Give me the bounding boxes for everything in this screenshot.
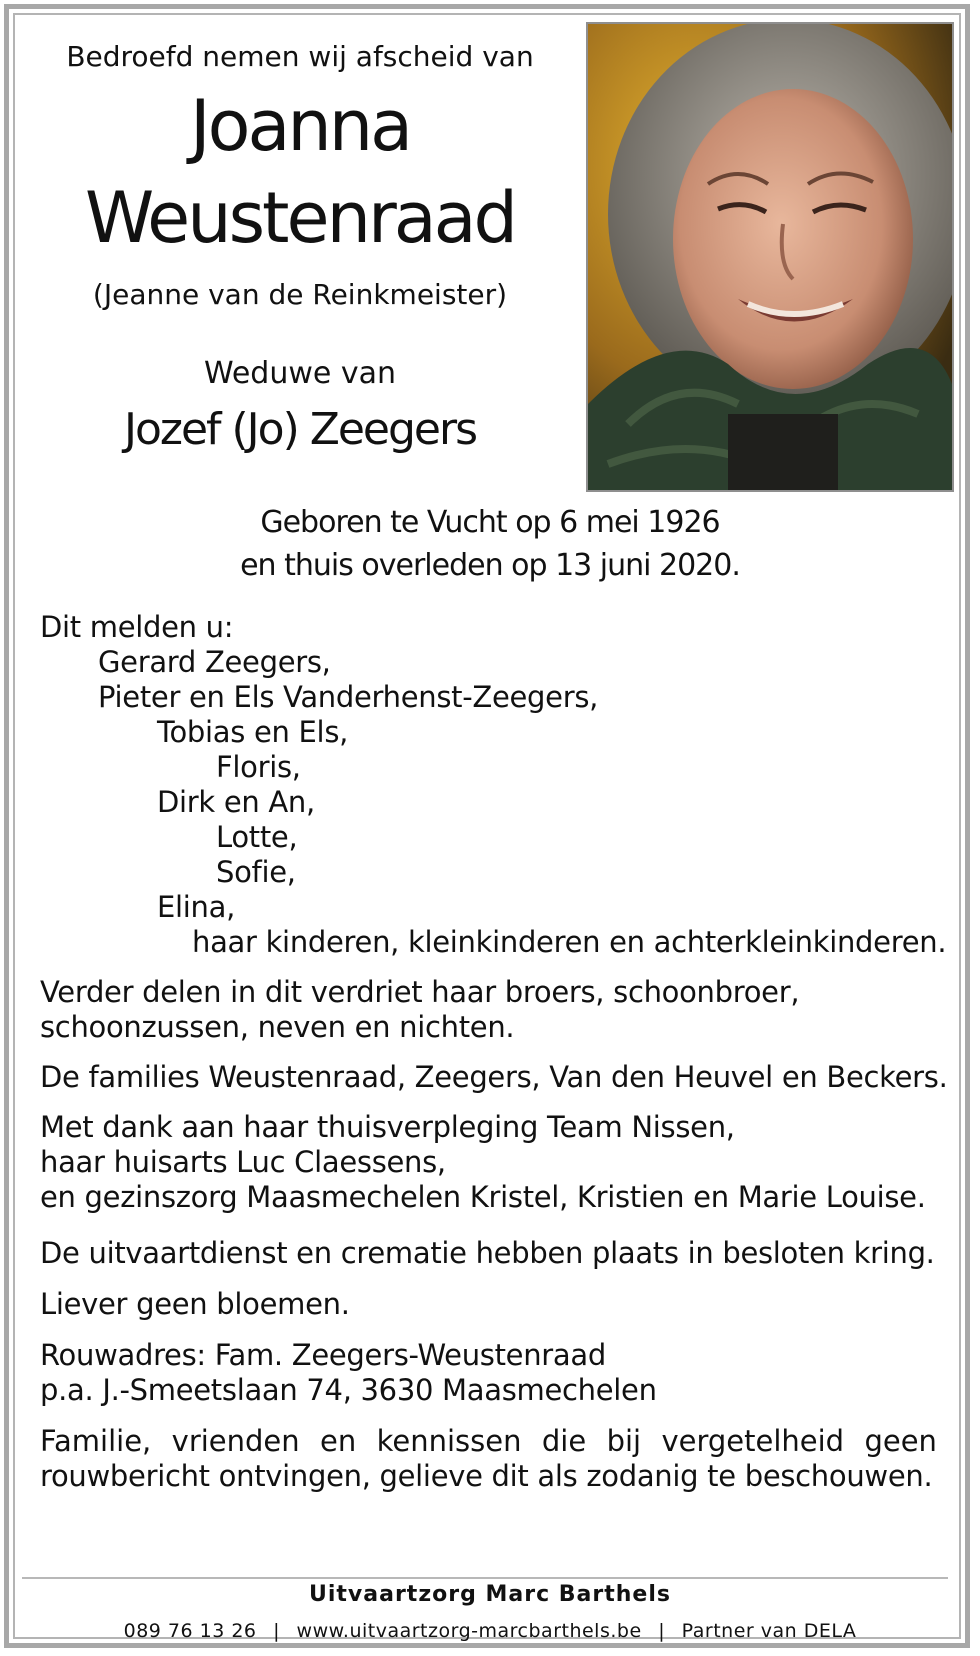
website-link[interactable]: www.uitvaartzorg-marcbarthels.be	[296, 1620, 642, 1642]
closing-word: die	[541, 1424, 587, 1458]
spouse-name: Jozef (Jo) Zeegers	[123, 404, 477, 455]
closing-line-2: rouwbericht ontvingen, gelieve dit als zodanig te beschouwen.	[40, 1459, 933, 1493]
further-line-1: Verder delen in dit verdriet haar broers, schoonbroer,	[40, 975, 800, 1009]
intro-text: Bedroefd nemen wij afscheid van	[66, 40, 534, 73]
phone-number: 089 76 13 26	[123, 1620, 257, 1642]
family-member: Floris,	[216, 750, 301, 784]
service-line: De uitvaartdienst en crematie hebben plaats in besloten kring.	[40, 1236, 935, 1270]
address-line-2: p.a. J.-Smeetslaan 74, 3630 Maasmechelen	[40, 1373, 657, 1407]
closing-word: geen	[864, 1424, 937, 1458]
closing-word: vergetelheid	[661, 1424, 845, 1458]
closing-word: vrienden	[171, 1424, 300, 1458]
widow-of-label: Weduwe van	[203, 356, 397, 391]
portrait-photo	[586, 22, 954, 492]
funeral-company-name: Uitvaartzorg Marc Barthels	[309, 1582, 671, 1607]
family-member: Tobias en Els,	[157, 715, 349, 749]
family-member: Elina,	[157, 890, 236, 924]
family-intro: Dit melden u:	[40, 610, 234, 644]
closing-word: kennissen	[376, 1424, 522, 1458]
family-member: Lotte,	[216, 820, 298, 854]
footer-divider	[22, 1577, 948, 1579]
deceased-nickname: (Jeanne van de Reinkmeister)	[92, 278, 508, 311]
family-member: Pieter en Els Vanderhenst-Zeegers,	[98, 680, 599, 714]
closing-word: en	[320, 1424, 357, 1458]
thanks-line-2: haar huisarts Luc Claessens,	[40, 1145, 446, 1179]
deceased-first-name: Joanna	[190, 85, 410, 167]
closing-word: bij	[606, 1424, 642, 1458]
birth-line: Geboren te Vucht op 6 mei 1926	[260, 505, 720, 540]
separator: |	[658, 1620, 666, 1642]
death-line: en thuis overleden op 13 juni 2020.	[240, 548, 740, 583]
separator: |	[273, 1620, 280, 1642]
address-line-1: Rouwadres: Fam. Zeegers-Weustenraad	[40, 1338, 606, 1372]
flowers-line: Liever geen bloemen.	[40, 1287, 350, 1321]
closing-line-1	[40, 1424, 937, 1458]
deceased-last-name: Weustenraad	[85, 177, 515, 259]
thanks-line-1: Met dank aan haar thuisverpleging Team Nissen,	[40, 1110, 735, 1144]
footer-contact	[40, 1620, 940, 1642]
thanks-line-3: en gezinszorg Maasmechelen Kristel, Kristien en Marie Louise.	[40, 1180, 926, 1214]
closing-word: Familie,	[40, 1424, 152, 1458]
family-summary: haar kinderen, kleinkinderen en achterkleinkinderen.	[192, 925, 947, 959]
families-line: De families Weustenraad, Zeegers, Van den Heuvel en Beckers.	[40, 1060, 948, 1094]
family-member: Sofie,	[216, 855, 296, 889]
partner-text: Partner van DELA	[681, 1620, 857, 1642]
further-line-2: schoonzussen, neven en nichten.	[40, 1010, 515, 1044]
family-member: Dirk en An,	[157, 785, 315, 819]
family-member: Gerard Zeegers,	[98, 645, 331, 679]
